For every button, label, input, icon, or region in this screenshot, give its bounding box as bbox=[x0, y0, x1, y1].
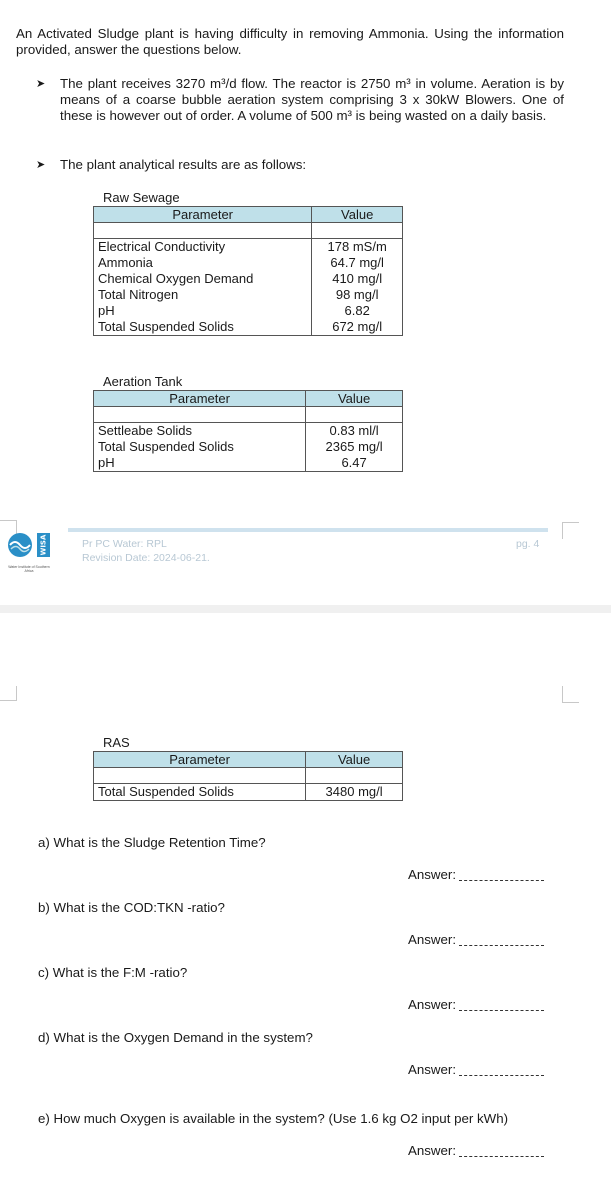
intro-paragraph: An Activated Sludge plant is having difficulty in removing Ammonia. Using the information provided, answer the questions below. bbox=[16, 26, 564, 57]
answer-blank[interactable] bbox=[459, 1010, 544, 1011]
parameter-cell: Total Suspended Solids bbox=[94, 784, 306, 801]
bullet-text: The plant receives 3270 m³/d flow. The reactor is 2750 m³ in volume. Aeration is by means of a coarse bubble aeration system comprising 3 x 30kW Blowers. One of these is however out of order. A volume of 500 m³ is being wasted on a daily basis. bbox=[60, 76, 564, 123]
value-cell: 98 mg/l bbox=[312, 287, 403, 303]
column-header-value: Value bbox=[306, 391, 403, 407]
question-d: d) What is the Oxygen Demand in the system? bbox=[38, 1030, 313, 1045]
answer-line-a[interactable] bbox=[408, 867, 544, 882]
column-header-parameter: Parameter bbox=[94, 391, 306, 407]
logo-wordmark: WISA bbox=[39, 534, 48, 556]
table-row bbox=[94, 239, 403, 256]
parameter-cell: Chemical Oxygen Demand bbox=[94, 271, 312, 287]
value-cell: 6.47 bbox=[306, 455, 403, 472]
value-cell: 410 mg/l bbox=[312, 271, 403, 287]
answer-line-b[interactable] bbox=[408, 932, 544, 947]
table-row bbox=[94, 784, 403, 801]
question-e: e) How much Oxygen is available in the system? (Use 1.6 kg O2 input per kWh) bbox=[38, 1111, 509, 1126]
arrow-bullet-icon: ➤ bbox=[36, 78, 46, 90]
crop-mark bbox=[0, 686, 17, 701]
column-header-parameter: Parameter bbox=[94, 207, 312, 223]
value-cell: 6.82 bbox=[312, 303, 403, 319]
value-cell: 672 mg/l bbox=[312, 319, 403, 336]
ras-label: RAS bbox=[103, 735, 130, 750]
arrow-bullet-icon: ➤ bbox=[36, 159, 46, 171]
value-cell: 3480 mg/l bbox=[306, 784, 403, 801]
parameter-cell: pH bbox=[94, 455, 306, 472]
answer-label: Answer: bbox=[408, 867, 457, 882]
question-b: b) What is the COD:TKN -ratio? bbox=[38, 900, 225, 915]
answer-blank[interactable] bbox=[459, 1156, 544, 1157]
value-cell: 64.7 mg/l bbox=[312, 255, 403, 271]
column-header-value: Value bbox=[306, 752, 403, 768]
parameter-cell: Total Suspended Solids bbox=[94, 439, 306, 455]
parameter-cell: pH bbox=[94, 303, 312, 319]
value-cell: 2365 mg/l bbox=[306, 439, 403, 455]
answer-label: Answer: bbox=[408, 1143, 457, 1158]
column-header-parameter: Parameter bbox=[94, 752, 306, 768]
table-row bbox=[94, 271, 403, 287]
answer-blank[interactable] bbox=[459, 945, 544, 946]
table-row bbox=[94, 439, 403, 455]
footer-rule bbox=[68, 528, 548, 532]
table-row bbox=[94, 255, 403, 271]
answer-line-c[interactable] bbox=[408, 997, 544, 1012]
page-separator bbox=[0, 605, 611, 613]
parameter-cell: Electrical Conductivity bbox=[94, 239, 312, 256]
raw-sewage-table bbox=[93, 206, 403, 336]
bullet-analytical bbox=[36, 157, 564, 173]
answer-line-e[interactable] bbox=[408, 1143, 544, 1158]
value-cell: 0.83 ml/l bbox=[306, 423, 403, 440]
wisa-logo bbox=[6, 530, 52, 574]
parameter-cell: Total Suspended Solids bbox=[94, 319, 312, 336]
footer-line-2: Revision Date: 2024-06-21. bbox=[82, 552, 210, 564]
wisa-logo-icon bbox=[6, 530, 52, 560]
table-row bbox=[94, 303, 403, 319]
table-row bbox=[94, 319, 403, 336]
crop-mark bbox=[562, 522, 579, 539]
crop-mark bbox=[562, 686, 579, 703]
bullet-flow-info bbox=[36, 76, 564, 140]
page-number: pg. 4 bbox=[516, 538, 540, 550]
answer-line-d[interactable] bbox=[408, 1062, 544, 1077]
table-row bbox=[94, 287, 403, 303]
footer-line-1: Pr PC Water: RPL bbox=[82, 538, 167, 550]
bullet-text: The plant analytical results are as follows: bbox=[60, 157, 307, 172]
parameter-cell: Total Nitrogen bbox=[94, 287, 312, 303]
table-row bbox=[94, 423, 403, 440]
column-header-value: Value bbox=[312, 207, 403, 223]
answer-label: Answer: bbox=[408, 932, 457, 947]
logo-subtext: Water Institute of Southern Africa bbox=[8, 565, 50, 573]
answer-blank[interactable] bbox=[459, 880, 544, 881]
answer-label: Answer: bbox=[408, 997, 457, 1012]
parameter-cell: Settleabe Solids bbox=[94, 423, 306, 440]
parameter-cell: Ammonia bbox=[94, 255, 312, 271]
aeration-tank-label: Aeration Tank bbox=[103, 374, 183, 389]
question-a: a) What is the Sludge Retention Time? bbox=[38, 835, 266, 850]
table-row bbox=[94, 455, 403, 472]
raw-sewage-label: Raw Sewage bbox=[103, 190, 180, 205]
answer-label: Answer: bbox=[408, 1062, 457, 1077]
value-cell: 178 mS/m bbox=[312, 239, 403, 256]
aeration-tank-table bbox=[93, 390, 403, 472]
answer-blank[interactable] bbox=[459, 1075, 544, 1076]
ras-table bbox=[93, 751, 403, 801]
question-c: c) What is the F:M -ratio? bbox=[38, 965, 188, 980]
